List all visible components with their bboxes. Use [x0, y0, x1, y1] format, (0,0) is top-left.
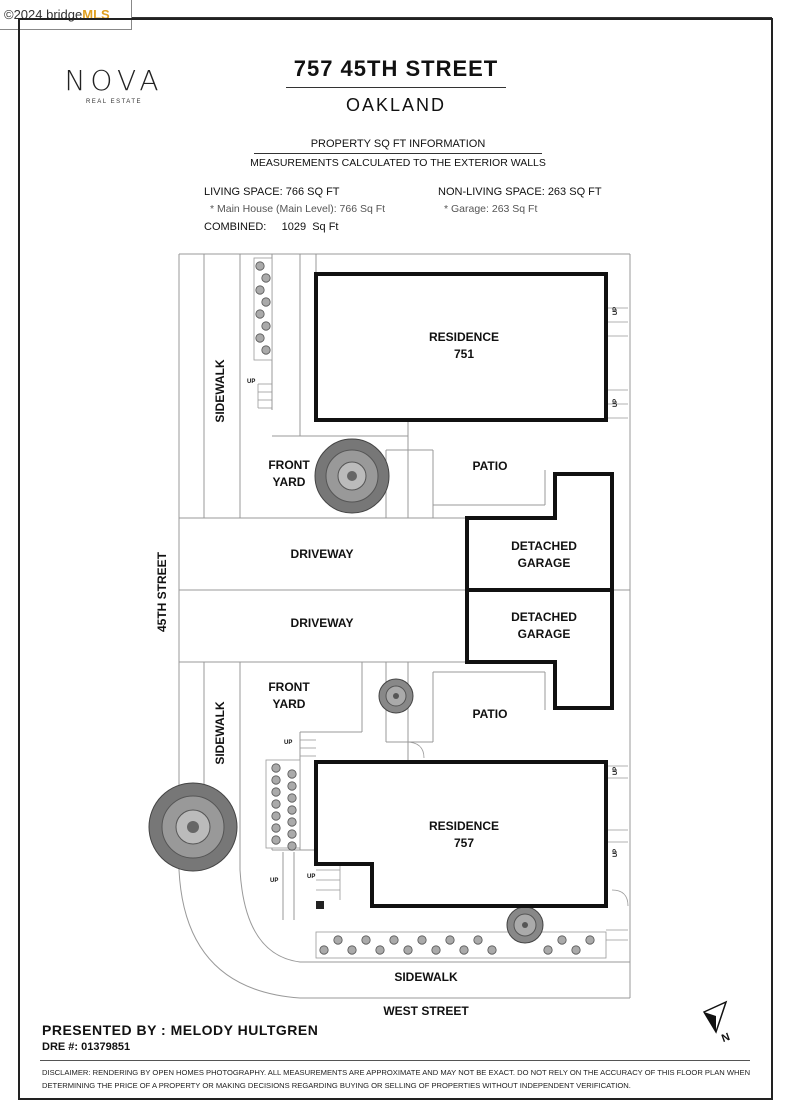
- north-label: N: [720, 1031, 732, 1046]
- shrub-patio: [379, 679, 413, 713]
- planter-shrub: [586, 936, 594, 944]
- planter-shrub: [288, 794, 296, 802]
- sqft-subheading: MEASUREMENTS CALCULATED TO THE EXTERIOR WALLS: [250, 157, 546, 169]
- up-marker: UP: [613, 398, 620, 408]
- patio-top-label: PATIO: [472, 459, 508, 473]
- planter-shrub: [262, 298, 270, 306]
- north-arrow: [704, 1002, 726, 1032]
- garage-top: [467, 474, 612, 590]
- combined-space: COMBINED: 1029 Sq Ft: [204, 221, 339, 233]
- tree-street: [149, 783, 237, 871]
- planter-shrub: [288, 806, 296, 814]
- up-marker: UP: [613, 848, 620, 858]
- planter-shrub: [390, 936, 398, 944]
- planter-shrub: [288, 770, 296, 778]
- planter-shrub: [262, 346, 270, 354]
- planter-shrub: [272, 836, 280, 844]
- planter-shrub: [488, 946, 496, 954]
- living-space-detail: * Main House (Main Level): 766 Sq Ft: [210, 203, 386, 215]
- planter-shrub: [376, 946, 384, 954]
- planter-shrub: [460, 946, 468, 954]
- planter-shrub: [256, 310, 264, 318]
- shrub-back: [507, 907, 543, 943]
- presented-by: PRESENTED BY : MELODY HULTGREN: [42, 1022, 319, 1038]
- planter-shrub: [256, 262, 264, 270]
- disclaimer-rule: [40, 1060, 750, 1061]
- up-marker: UP: [284, 740, 293, 746]
- residence-751-label: RESIDENCE 751: [428, 330, 499, 361]
- planter-shrub: [272, 800, 280, 808]
- planter-shrub: [320, 946, 328, 954]
- planter-top: [254, 258, 272, 360]
- street-bottom-label: WEST STREET: [383, 1004, 469, 1018]
- planter-shrub: [272, 764, 280, 772]
- up-marker: UP: [247, 379, 256, 385]
- front-yard-bottom-label: FRONT YARD: [268, 680, 310, 711]
- sidewalk-left-bottom-label: SIDEWALK: [213, 701, 227, 765]
- planter-shrub: [288, 782, 296, 790]
- planter-shrub: [558, 936, 566, 944]
- logo-sub: REAL ESTATE: [85, 99, 143, 105]
- planter-shrub: [272, 812, 280, 820]
- sqft-heading: PROPERTY SQ FT INFORMATION: [310, 138, 486, 150]
- planter-shrub: [334, 936, 342, 944]
- logo-main: NOVA: [64, 64, 164, 97]
- page-title: 757 45TH STREET: [293, 56, 499, 81]
- planter-shrub: [446, 936, 454, 944]
- planter-shrub: [256, 334, 264, 342]
- planter-shrub: [256, 286, 264, 294]
- street-left-label: 45TH STREET: [155, 552, 169, 633]
- residence-757-label: RESIDENCE 757: [428, 819, 499, 850]
- watermark-brand: MLS: [82, 7, 110, 22]
- planter-shrub: [474, 936, 482, 944]
- planter-shrub: [572, 946, 580, 954]
- planter-shrub: [262, 274, 270, 282]
- planter-shrub: [418, 936, 426, 944]
- planter-shrub: [288, 830, 296, 838]
- planter-shrub: [404, 946, 412, 954]
- planter-shrub: [288, 818, 296, 826]
- tree-front-yard: [315, 439, 389, 513]
- city-subtitle: OAKLAND: [345, 95, 447, 115]
- planter-shrub: [348, 946, 356, 954]
- driveway-bottom-label: DRIVEWAY: [290, 616, 354, 630]
- planter-shrub: [262, 322, 270, 330]
- planter-shrub: [362, 936, 370, 944]
- planter-shrub: [544, 946, 552, 954]
- post-marker: [316, 901, 324, 909]
- watermark-copyright: ©2024 bridge: [4, 7, 83, 22]
- planter-shrub: [288, 842, 296, 850]
- garage-top-label: DETACHED GARAGE: [511, 539, 577, 570]
- up-marker: UP: [307, 874, 316, 880]
- non-living-space-detail: * Garage: 263 Sq Ft: [444, 203, 538, 215]
- driveway-top-label: DRIVEWAY: [290, 547, 354, 561]
- planter-shrub: [432, 946, 440, 954]
- garage-bottom-label: DETACHED GARAGE: [511, 610, 577, 641]
- up-marker: UP: [270, 878, 279, 884]
- front-yard-top-label: FRONT YARD: [268, 458, 310, 489]
- planter-shrub: [272, 776, 280, 784]
- up-marker: UP: [613, 306, 620, 316]
- sidewalk-bottom-label: SIDEWALK: [394, 970, 458, 984]
- up-marker: UP: [613, 766, 620, 776]
- living-space: LIVING SPACE: 766 SQ FT: [204, 186, 340, 198]
- garage-bottom: [467, 590, 612, 708]
- planter-shrub: [272, 788, 280, 796]
- disclaimer: DISCLAIMER: RENDERING BY OPEN HOMES PHOTOGRAPHY. ALL MEASUREMENTS ARE APPROXIMATE AND MAY NOT BE EXACT. DO NOT RELY ON THE ACCURACY OF THIS FLOOR PLAN WHEN DETERMINING THE PRICE OF A PROPERTY OR MAKING DECISIONS REGARDING BUYING OR SELLING OF PROPERTIES WITHOUT INDEPENDENT VERIFICATION.: [42, 1068, 751, 1090]
- non-living-space: NON-LIVING SPACE: 263 SQ FT: [438, 186, 602, 198]
- planter-shrub: [272, 824, 280, 832]
- patio-bottom-label: PATIO: [472, 707, 508, 721]
- dre-number: DRE #: 01379851: [42, 1041, 131, 1053]
- sidewalk-left-top-label: SIDEWALK: [213, 359, 227, 423]
